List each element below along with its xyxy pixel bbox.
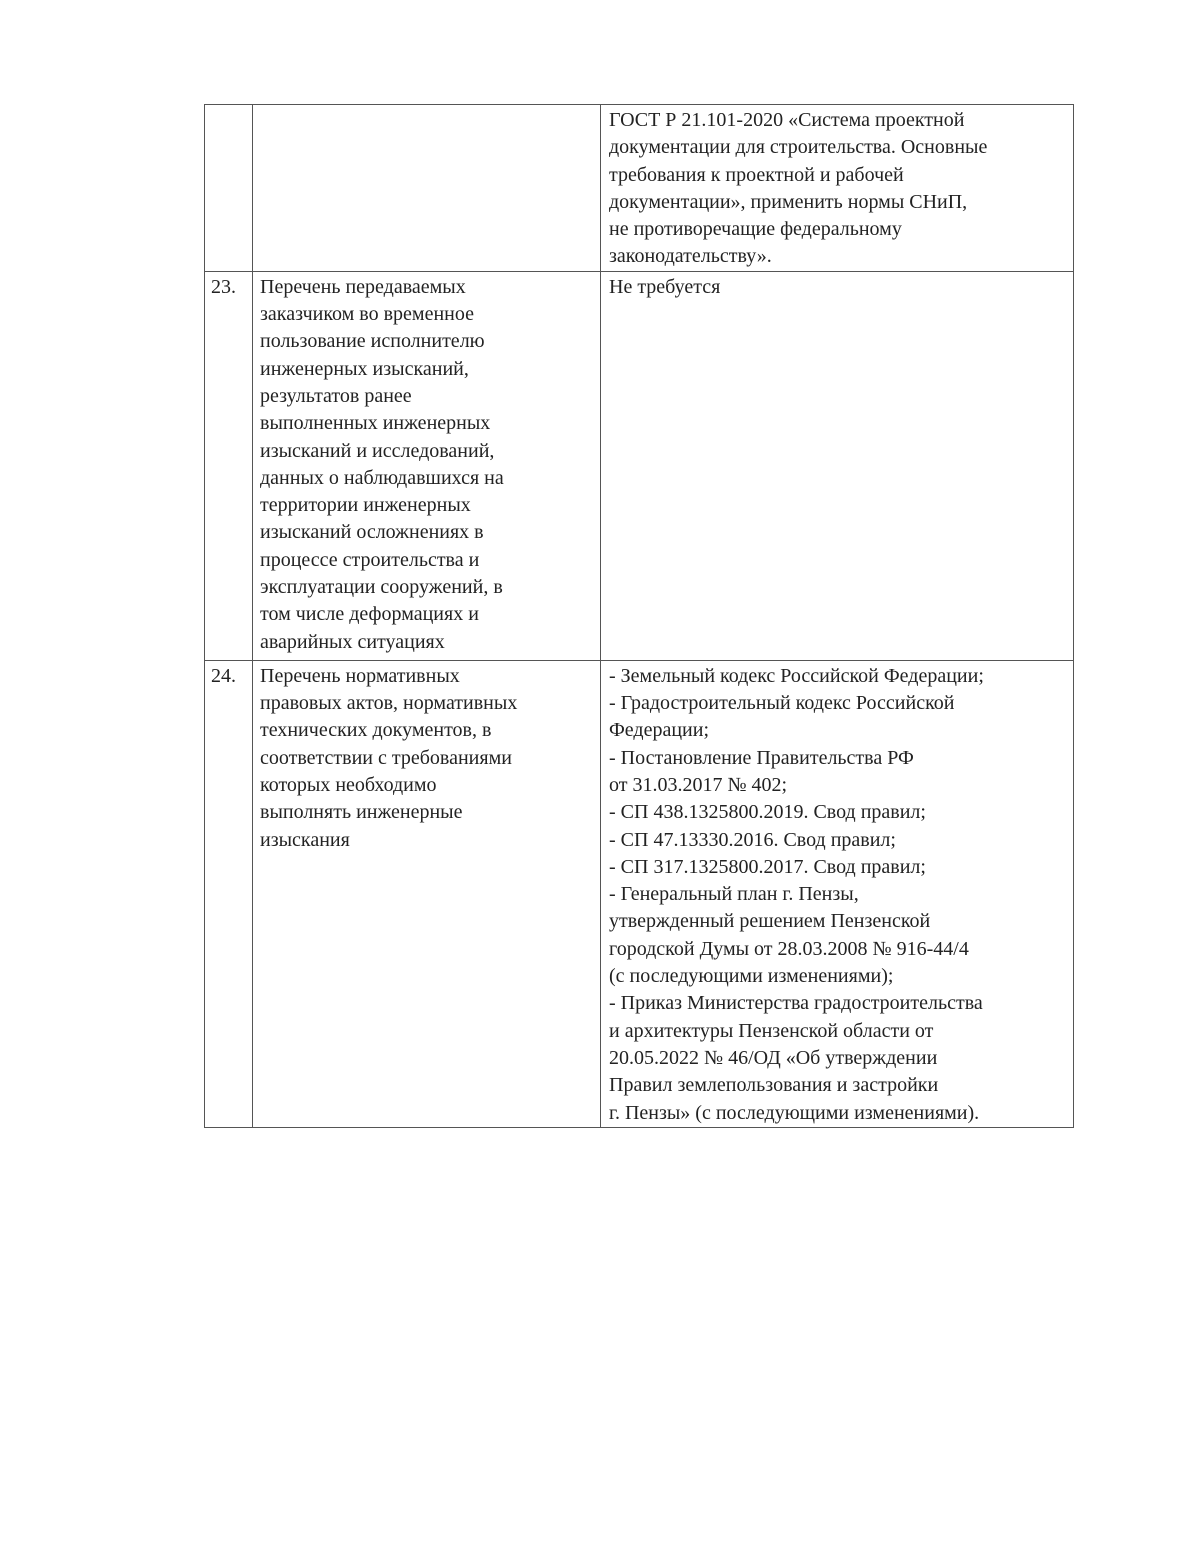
name-line: правовых актов, нормативных xyxy=(260,692,518,715)
row-value-cell xyxy=(601,271,1074,660)
table-row xyxy=(205,271,1074,660)
value-line: утвержденный решением Пензенской xyxy=(609,910,931,933)
value-line: - СП 317.1325800.2017. Свод правил; xyxy=(609,855,926,878)
value-line: 20.05.2022 № 46/ОД «Об утверждении xyxy=(609,1046,938,1069)
name-line: изыскания xyxy=(260,828,350,851)
name-line: Перечень передаваемых xyxy=(260,275,466,298)
name-line: пользование исполнителю xyxy=(260,330,485,353)
value-line: (с последующими изменениями); xyxy=(609,965,894,988)
value-line: - СП 47.13330.2016. Свод правил; xyxy=(609,828,896,851)
requirements-table xyxy=(204,104,1074,1128)
name-line: которых необходимо xyxy=(260,773,437,796)
value-line: от 31.03.2017 № 402; xyxy=(609,773,788,796)
name-line: изысканий осложнениях в xyxy=(260,521,484,544)
table-row xyxy=(205,105,1074,272)
value-line: Правил землепользования и застройки xyxy=(609,1074,939,1097)
name-line: аварийных ситуациях xyxy=(260,630,445,653)
value-line: документации для строительства. Основные xyxy=(609,136,988,159)
value-line: документации», применить нормы СНиП, xyxy=(609,190,968,213)
value-line: - Постановление Правительства РФ xyxy=(609,746,914,769)
value-line: - Генеральный план г. Пензы, xyxy=(609,883,859,906)
row-value-cell xyxy=(601,105,1074,272)
name-line: технических документов, в xyxy=(260,719,492,742)
row-number-cell xyxy=(205,105,253,272)
name-line: изысканий и исследований, xyxy=(260,439,495,462)
name-line: эксплуатации сооружений, в xyxy=(260,576,503,599)
row-name-cell xyxy=(253,271,601,660)
value-line: - Приказ Министерства градостроительства xyxy=(609,992,983,1015)
row-number-cell xyxy=(205,271,253,660)
value-line: - Земельный кодекс Российской Федерации; xyxy=(609,664,984,687)
name-line: соответствии с требованиями xyxy=(260,746,512,769)
value-line: городской Думы от 28.03.2008 № 916-44/4 xyxy=(609,937,969,960)
row-value-cell xyxy=(601,660,1074,1127)
value-line: законодательству». xyxy=(609,245,772,268)
name-line: том числе деформациях и xyxy=(260,603,479,626)
name-line: инженерных изысканий, xyxy=(260,357,469,380)
value-line: Не требуется xyxy=(609,275,721,298)
name-line: Перечень нормативных xyxy=(260,664,460,687)
table-row xyxy=(205,660,1074,1127)
value-line: не противоречащие федеральному xyxy=(609,218,902,241)
value-line: и архитектуры Пензенской области от xyxy=(609,1019,934,1042)
row-number: 24. xyxy=(211,664,236,687)
name-line: выполнять инженерные xyxy=(260,801,463,824)
row-name-cell xyxy=(253,660,601,1127)
value-line: - Градостроительный кодекс Российской xyxy=(609,692,955,715)
name-line: данных о наблюдавшихся на xyxy=(260,466,504,489)
row-number-cell xyxy=(205,660,253,1127)
row-name-cell xyxy=(253,105,601,272)
value-line: Федерации; xyxy=(609,719,710,742)
value-line: г. Пензы» (с последующими изменениями). xyxy=(609,1101,980,1124)
name-line: территории инженерных xyxy=(260,494,471,517)
value-line: ГОСТ Р 21.101-2020 «Система проектной xyxy=(609,109,965,131)
name-line: заказчиком во временное xyxy=(260,303,474,326)
name-line: выполненных инженерных xyxy=(260,412,491,435)
name-line: результатов ранее xyxy=(260,384,412,407)
row-number: 23. xyxy=(211,275,236,298)
name-line: процессе строительства и xyxy=(260,548,480,571)
value-line: - СП 438.1325800.2019. Свод правил; xyxy=(609,801,926,824)
value-line: требования к проектной и рабочей xyxy=(609,163,904,186)
